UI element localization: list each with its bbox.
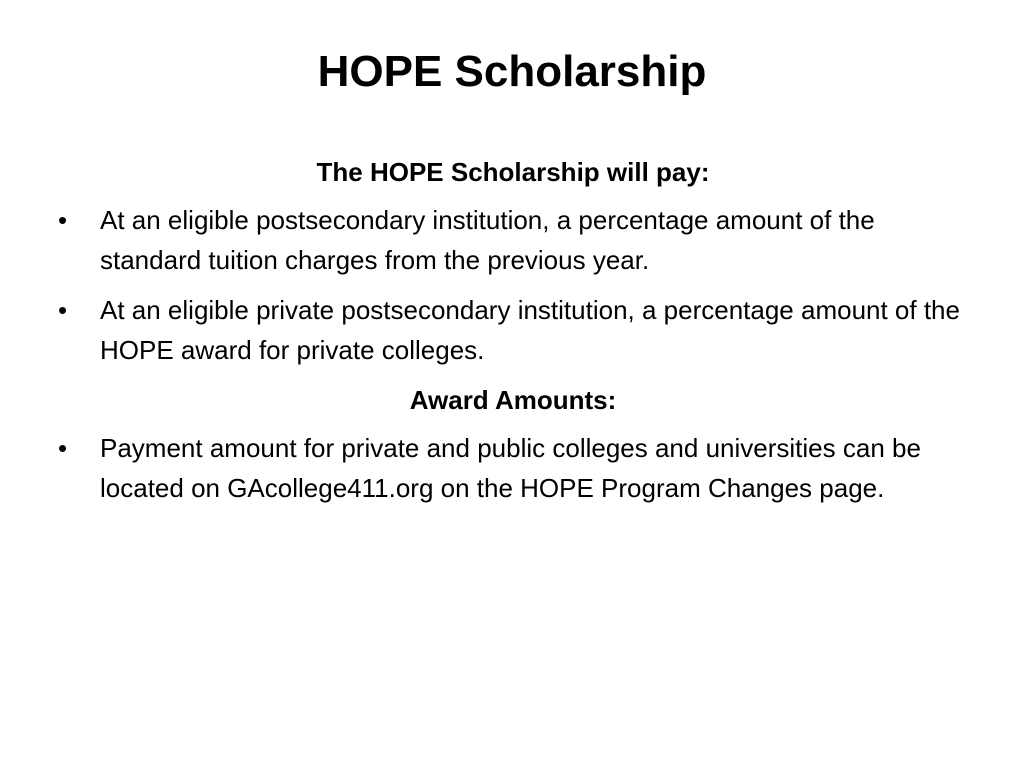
list-item-text: Payment amount for private and public colleges and universities can be located on GAcollege411.org on the HOPE Program Changes page. xyxy=(100,433,921,503)
bullet-icon: • xyxy=(58,205,68,235)
list-item xyxy=(58,290,968,370)
list-item-text: At an eligible private postsecondary institution, a percentage amount of the HOPE award for private colleges. xyxy=(100,295,960,365)
list-item xyxy=(58,200,968,280)
bullet-list-award xyxy=(58,428,968,508)
list-item xyxy=(58,428,968,508)
slide-body xyxy=(58,152,968,518)
bullet-list-pay xyxy=(58,200,968,370)
section-heading-award: Award Amounts: xyxy=(409,385,617,415)
bullet-icon: • xyxy=(58,295,68,325)
section-heading-pay: The HOPE Scholarship will pay: xyxy=(316,157,710,187)
bullet-icon: • xyxy=(58,433,68,463)
list-item-text: At an eligible postsecondary institution, a percentage amount of the standard tuition charges from the previous year. xyxy=(100,205,875,275)
slide-title: HOPE Scholarship xyxy=(317,47,707,96)
